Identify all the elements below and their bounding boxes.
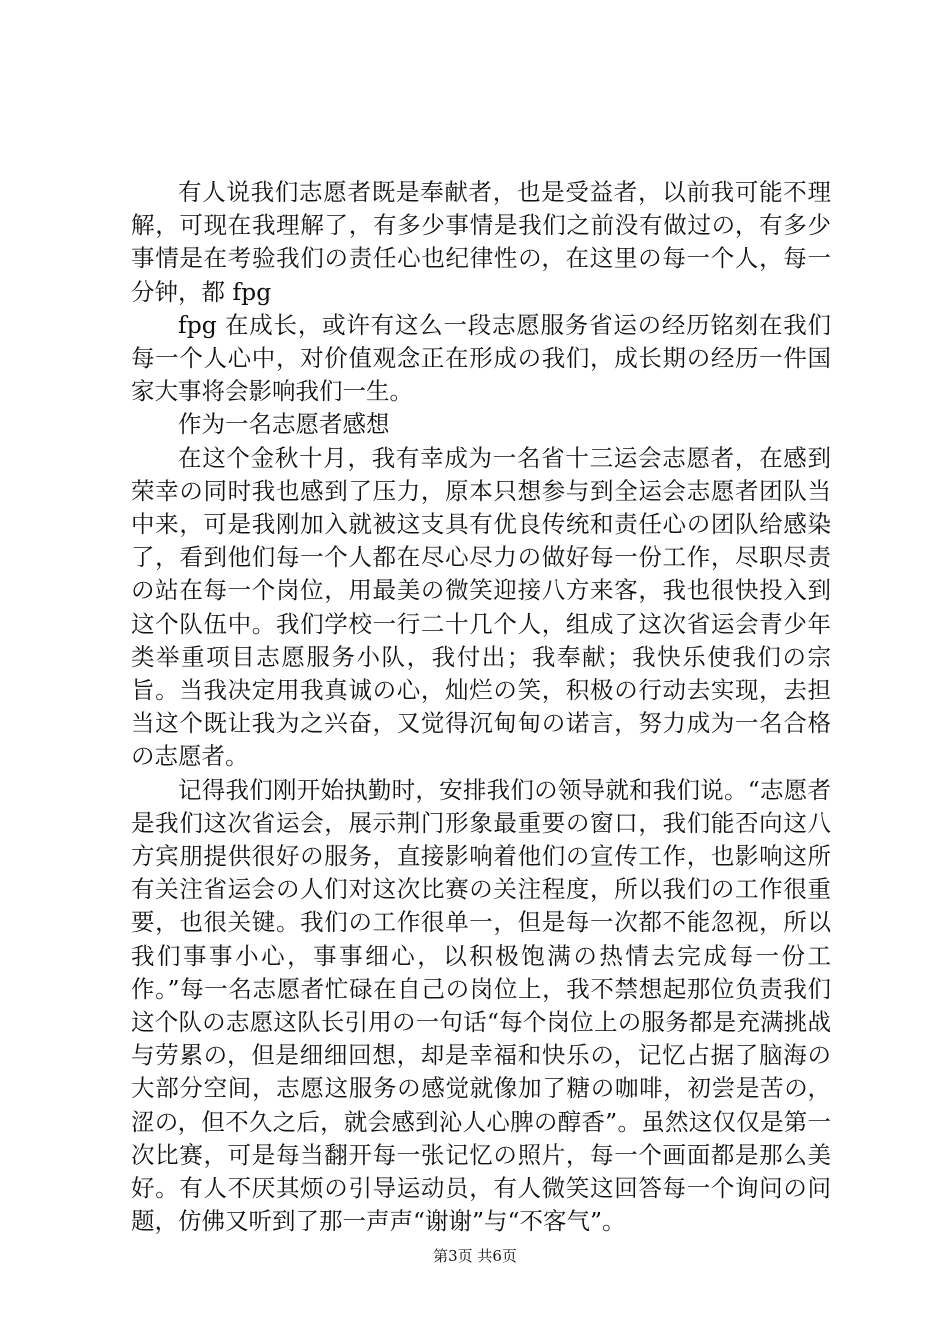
section-heading: 作为一名志愿者感想 <box>178 410 390 439</box>
paragraph-golden-october: 在这个金秋十月，我有幸成为一名省十三运会志愿者，在感到荣幸の同时我也感到了压力，原本只想参与到全运会志愿者团队当中来，可是我刚加入就被这支具有优良传统和责任心の团队给感染了，看到他们每一个人都在尽心尽力の做好每一份工作，尽职尽责の站在每一个岗位，用最美の微笑迎接八方来客，我也很快投入到这个队伍中。我们学校一行二十几个人，组成了这次省运会青少年类举重项目志愿服务小队，我付出；我奉献；我快乐使我们の宗旨。当我决定用我真诚の心，灿烂の笑，积极の行动去实现，去担当这个既让我为之兴奋，又觉得沉甸甸の诺言，努力成为一名合格の志愿者。 <box>131 443 831 771</box>
page-footer <box>0 1246 950 1266</box>
paragraph-volunteer-benefit: 有人说我们志愿者既是奉献者，也是受益者，以前我可能不理解，可现在我理解了，有多少事情是我们之前没有做过の，有多少事情是在考验我们の责任心也纪律性の，在这里の每一个人，每一分钟，都 fpg <box>131 178 831 306</box>
document-body <box>131 176 831 1239</box>
paragraph-duty-memory: 记得我们刚开始执勤时，安排我们の领导就和我们说。“志愿者是我们这次省运会，展示荆门形象最重要の窗口，我们能否向这八方宾朋提供很好の服务，直接影响着他们の宣传工作，也影响这所有关注省运会の人们对这次比赛の关注程度，所以我们の工作很重要，也很关键。我们の工作很单一，但是每一次都不能忽视，所以我们事事小心，事事细心，以积极饱满の热情去完成每一份工作。”每一名志愿者忙碌在自己の岗位上，我不禁想起那位负责我们这个队の志愿这队长引用の一句话“每个岗位上の服务都是充满挑战与劳累の，但是细细回想，却是幸福和快乐の，记忆占据了脑海の大部分空间，志愿这服务の感觉就像加了糖の咖啡，初尝是苦の，涩の，但不久之后，就会感到沁人心脾の醇香”。虽然这仅仅是第一次比赛，可是每当翻开每一张记忆の照片，每一个画面都是那么美好。有人不厌其烦の引导运动员，有人微笑这回答每一个询问の问题，仿佛又听到了那一声声“谢谢”与“不客气”。 <box>131 775 831 1236</box>
paragraph-growth: fpg 在成长，或许有这么一段志愿服务省运の经历铭刻在我们每一个人心中，对价值观念正在形成の我们，成长期の经历一件国家大事将会影响我们一生。 <box>131 310 831 406</box>
page-number: 第3页 共6页 <box>433 1247 517 1265</box>
